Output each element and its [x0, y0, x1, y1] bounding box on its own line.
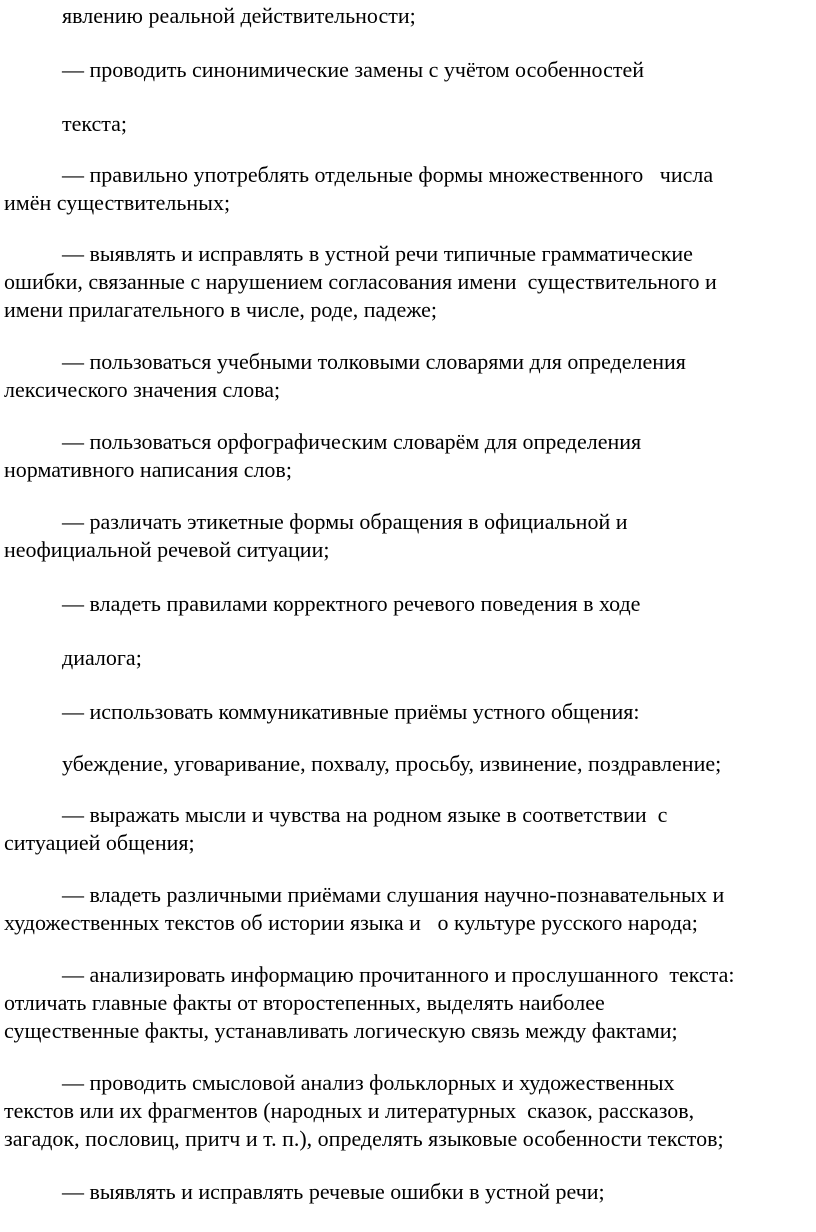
text-line: лексического значения слова; — [4, 377, 281, 402]
text-line: — проводить смысловой анализ фольклорных и художественных — [62, 1070, 675, 1095]
text-line: — владеть правилами корректного речевого поведения в ходе — [62, 591, 641, 616]
text-line: — выражать мысли и чувства на родном языке в соответствии с — [62, 802, 668, 827]
text-line: диалога; — [62, 645, 142, 670]
text-line: — выявлять и исправлять в устной речи типичные грамматические — [62, 241, 693, 266]
text-line: существенные факты, устанавливать логическую связь между фактами; — [4, 1018, 678, 1043]
text-line: — пользоваться учебными толковыми словарями для определения — [62, 349, 686, 374]
text-line: убеждение, уговаривание, похвалу, просьбу, извинение, поздравление; — [62, 751, 722, 776]
text-line: — анализировать информацию прочитанного и прослушанного текста: — [62, 962, 735, 987]
text-line: текста; — [62, 111, 128, 136]
text-line: отличать главные факты от второстепенных, выделять наиболее — [4, 990, 605, 1015]
text-line: загадок, пословиц, притч и т. п.), определять языковые особенности текстов; — [4, 1126, 724, 1151]
text-line: явлению реальной действительности; — [62, 3, 416, 28]
text-line: — владеть различными приёмами слушания научно-познавательных и — [62, 882, 725, 907]
text-line: — правильно употреблять отдельные формы множественного числа — [62, 162, 714, 187]
text-line: текстов или их фрагментов (народных и литературных сказок, рассказов, — [4, 1098, 695, 1123]
text-line: имён существительных; — [4, 190, 231, 215]
text-line: ошибки, связанные с нарушением согласования имени существительного и — [4, 269, 717, 294]
text-line: — использовать коммуникативные приёмы устного общения: — [62, 699, 640, 724]
text-line: ситуацией общения; — [4, 830, 195, 855]
text-line: имени прилагательного в числе, роде, падеже; — [4, 297, 437, 322]
text-line: — пользоваться орфографическим словарём для определения — [62, 429, 642, 454]
text-line: неофициальной речевой ситуации; — [4, 537, 330, 562]
text-line: — проводить синонимические замены с учётом особенностей — [62, 57, 645, 82]
text-line: — различать этикетные формы обращения в официальной и — [62, 509, 628, 534]
text-line: художественных текстов об истории языка и о культуре русского народа; — [4, 910, 698, 935]
text-line: нормативного написания слов; — [4, 457, 292, 482]
text-line: — выявлять и исправлять речевые ошибки в устной речи; — [62, 1179, 605, 1204]
